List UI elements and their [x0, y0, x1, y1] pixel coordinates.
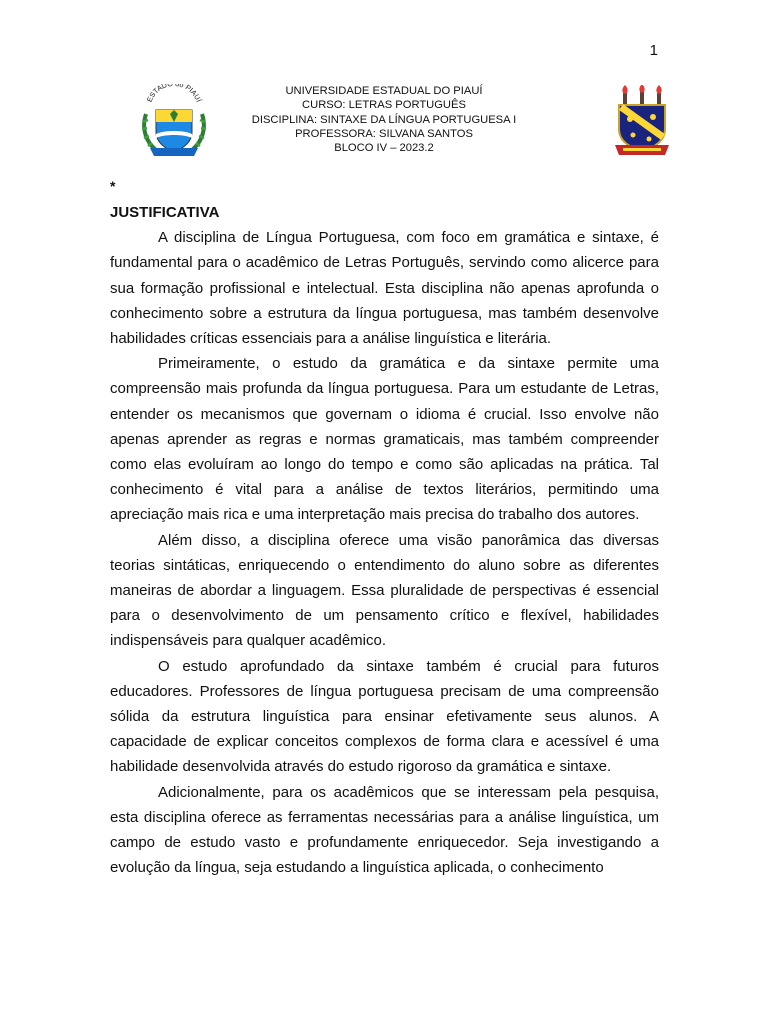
paragraph-5: Adicionalmente, para os acadêmicos que se interessam pela pesquisa, esta disciplina oferece as ferramentas necessárias para a análise linguística, um campo de estudo vasto e profundamente enriquecedor. Seja investigando a evolução da língua, seja estudando a linguística aplicada, o conhecimento	[110, 783, 659, 877]
asterisk-marker: *	[110, 178, 116, 194]
paragraph-4: O estudo aprofundado da sintaxe também é crucial para futuros educadores. Professores de língua portuguesa precisam de uma compreensão sólida da estrutura linguística para ensinar efetivamente seus alunos. A capacidade de explicar conceitos complexos de forma clara e acessível é uma habilidade desenvolvida através do estudo rigoroso da gramática e sintaxe.	[110, 657, 659, 776]
paragraph-2: Primeiramente, o estudo da gramática e da sintaxe permite uma compreensão mais profunda da língua portuguesa. Para um estudante de Letras, entender os mecanismos que governam o idioma é crucial. Isso envolve não apenas aprender as regras e normas gramaticais, mas também compreender como elas evoluíram ao longo do tempo e como são aplicadas na prática. Tal conhecimento é vital para a análise de textos literários, permitindo uma apreciação mais rica e uma interpretação mais precisa do trabalho dos autores.	[110, 355, 659, 524]
header-discipline: DISCIPLINA: SINTAXE DA LÍNGUA PORTUGUESA I	[251, 113, 517, 126]
logo-left-text: ESTAD o PIAUÍ	[144, 84, 204, 104]
document-body	[110, 200, 659, 880]
header-professor: PROFESSORA: SILVANA SANTOS	[295, 127, 473, 140]
paragraph-3: Além disso, a disciplina oferece uma visão panorâmica das diversas teorias sintáticas, enriquecendo o entendimento do aluno sobre as diferentes maneiras de abordar a linguagem. Essa pluralidade de perspectivas é essencial para o desenvolvimento de um pensamento crítico e flexível, habilidades indispensáveis para qualquer acadêmico.	[110, 531, 659, 650]
page-number: 1	[649, 42, 658, 59]
paragraph-1: A disciplina de Língua Portuguesa, com foco em gramática e sintaxe, é fundamental para o acadêmico de Letras Português, servindo como alicerce para sua formação profissional e intelectual. Esta disciplina não apenas aprofunda o conhecimento sobre a estrutura da língua portuguesa, mas também desenvolve habilidades críticas essenciais para a análise linguística e literária.	[110, 229, 659, 348]
header-university: UNIVERSIDADE ESTADUAL DO PIAUÍ	[285, 85, 483, 97]
document-header	[0, 84, 768, 155]
header-block: BLOCO IV – 2023.2	[334, 142, 434, 155]
section-title: JUSTIFICATIVA	[110, 204, 220, 221]
header-course: CURSO: LETRAS PORTUGUÊS	[302, 99, 466, 112]
